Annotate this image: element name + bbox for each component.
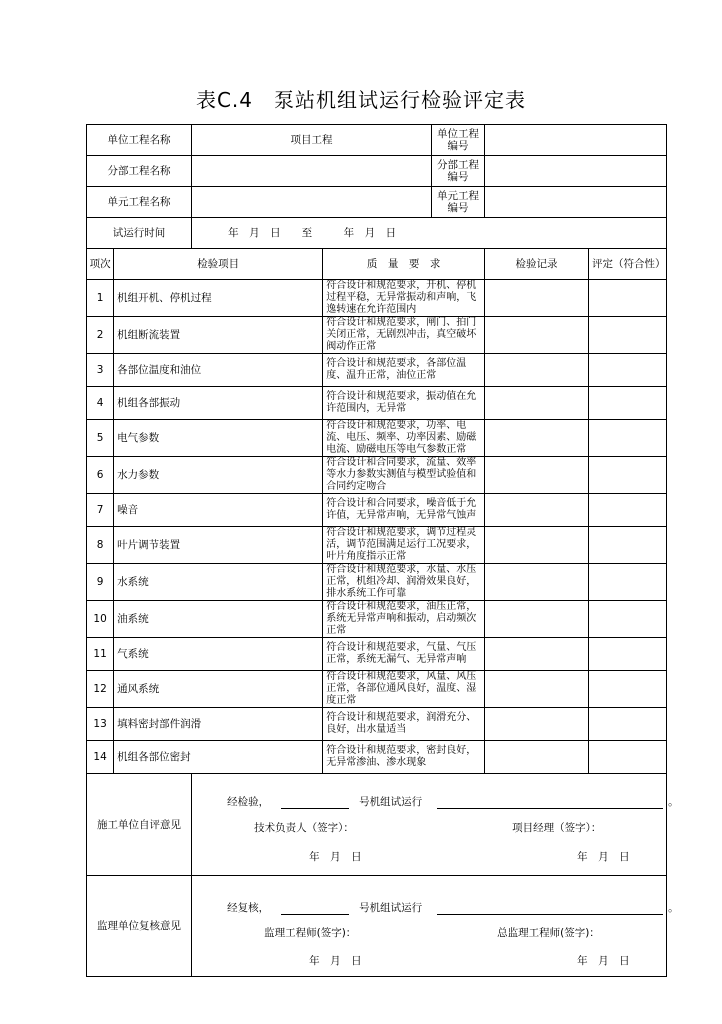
- row-no: 10: [87, 601, 114, 638]
- table-row: [87, 387, 667, 420]
- construction-unit-run-text: 号机组试运行: [359, 796, 423, 808]
- row-item: 电气参数: [114, 420, 323, 457]
- row-no: 5: [87, 420, 114, 457]
- supervision-opinion-content: [192, 876, 679, 977]
- row-requirement: 符合设计和规范要求，各部位温度、温升正常，油位正常: [323, 354, 485, 387]
- page-title: 表C.4 泵站机组试运行检验评定表: [195, 88, 527, 112]
- table-row: [87, 708, 667, 741]
- row-no: 13: [87, 708, 114, 741]
- construction-opinion-content: [192, 774, 679, 876]
- row-rating[interactable]: [588, 564, 666, 601]
- row-record[interactable]: [485, 387, 589, 420]
- table-row: [87, 354, 667, 387]
- sub-project-no-label: 分部工程编号: [431, 156, 484, 187]
- row-no: 6: [87, 457, 114, 494]
- row-rating[interactable]: [588, 354, 666, 387]
- construction-result-blank[interactable]: [437, 808, 663, 809]
- table-row: [87, 420, 667, 457]
- row-item: 叶片调节装置: [114, 527, 323, 564]
- row-item: 水系统: [114, 564, 323, 601]
- row-rating[interactable]: [588, 457, 666, 494]
- row-requirement: 符合设计和规范要求，润滑充分、良好，出水量适当: [323, 708, 485, 741]
- unit-project-row: [87, 125, 667, 156]
- trial-time-value[interactable]: 年 月 日 至 年 月 日: [192, 218, 667, 249]
- row-item: 通风系统: [114, 671, 323, 708]
- row-requirement: 符合设计和规范要求，密封良好，无异常渗油、渗水现象: [323, 741, 485, 774]
- header-no: 项次: [87, 249, 114, 280]
- chief-engineer-signature-label: 总监理工程师(签字)：: [497, 927, 600, 939]
- supervision-unit-run-text: 号机组试运行: [359, 902, 423, 914]
- row-requirement: 符合设计和规范要求，风量、风压正常，各部位通风良好，温度、湿度正常: [323, 671, 485, 708]
- row-rating[interactable]: [588, 420, 666, 457]
- table-row: [87, 741, 667, 774]
- row-record[interactable]: [485, 564, 589, 601]
- header-record: 检验记录: [485, 249, 589, 280]
- unit-project-no-label: 单位工程编号: [431, 125, 484, 156]
- row-requirement: 符合设计和合同要求，噪音低于允许值，无异常声响，无异常气蚀声: [323, 494, 485, 527]
- row-rating[interactable]: [588, 601, 666, 638]
- row-requirement: 符合设计和规范要求，开机、停机过程平稳，无异常振动和声响，飞逸转速在允许范围内: [323, 280, 485, 317]
- sub-project-row: [87, 156, 667, 187]
- construction-checked-text: 经检验，: [227, 796, 270, 808]
- supervision-date-1: 年 月 日: [309, 955, 362, 967]
- row-rating[interactable]: [588, 494, 666, 527]
- row-no: 7: [87, 494, 114, 527]
- row-requirement: 符合设计和合同要求，流量、效率等水力参数实测值与模型试验值和合同约定吻合: [323, 457, 485, 494]
- row-requirement: 符合设计和规范要求，闸门、拍门关闭正常，无剧烈冲击，真空破坏阀动作正常: [323, 317, 485, 354]
- element-project-label: 单元工程名称: [87, 187, 192, 218]
- trial-time-label: 试运行时间: [87, 218, 192, 249]
- row-rating[interactable]: [588, 741, 666, 774]
- row-record[interactable]: [485, 354, 589, 387]
- trial-time-row: [87, 218, 667, 249]
- header-requirement: 质 量 要 求: [323, 249, 485, 280]
- row-no: 4: [87, 387, 114, 420]
- row-record[interactable]: [485, 420, 589, 457]
- row-requirement: 符合设计和规范要求，水量、水压正常，机组冷却、润滑效果良好，排水系统工作可靠: [323, 564, 485, 601]
- header-rating: 评定（符合性）: [588, 249, 666, 280]
- row-item: 机组各部振动: [114, 387, 323, 420]
- row-item: 各部位温度和油位: [114, 354, 323, 387]
- row-requirement: 符合设计和规范要求，调节过程灵活，调节范围满足运行工况要求，叶片角度指示正常: [323, 527, 485, 564]
- row-rating[interactable]: [588, 317, 666, 354]
- header-item: 检验项目: [114, 249, 323, 280]
- row-record[interactable]: [485, 638, 589, 671]
- row-rating[interactable]: [588, 387, 666, 420]
- table-header: [87, 249, 667, 280]
- row-record[interactable]: [485, 741, 589, 774]
- row-rating[interactable]: [588, 280, 666, 317]
- row-item: 机组开机、停机过程: [114, 280, 323, 317]
- row-record[interactable]: [485, 601, 589, 638]
- table-row: [87, 494, 667, 527]
- evaluation-form: [86, 124, 679, 977]
- unit-project-label: 单位工程名称: [87, 125, 192, 156]
- row-requirement: 符合设计和规范要求，振动值在允许范围内，无异常: [323, 387, 485, 420]
- supervision-opinion-row: [87, 876, 667, 977]
- construction-opinion-label: 施工单位自评意见: [87, 774, 192, 876]
- row-item: 噪音: [114, 494, 323, 527]
- element-project-value[interactable]: [192, 187, 432, 218]
- table-row: [87, 280, 667, 317]
- row-no: 3: [87, 354, 114, 387]
- supervision-period: 。: [668, 902, 679, 914]
- supervision-unit-blank[interactable]: [281, 914, 349, 915]
- supervision-result-blank[interactable]: [437, 914, 663, 915]
- sub-project-no-value[interactable]: [485, 156, 667, 187]
- row-no: 12: [87, 671, 114, 708]
- sub-project-label: 分部工程名称: [87, 156, 192, 187]
- row-record[interactable]: [485, 671, 589, 708]
- table-row: [87, 671, 667, 708]
- element-project-no-value[interactable]: [485, 187, 667, 218]
- row-requirement: 符合设计和规范要求，功率、电流、电压、频率、功率因素、励磁电流、励磁电压等电气参数正常: [323, 420, 485, 457]
- row-record[interactable]: [485, 317, 589, 354]
- construction-date-2: 年 月 日: [577, 851, 630, 863]
- construction-date-1: 年 月 日: [309, 851, 362, 863]
- row-item: 气系统: [114, 638, 323, 671]
- row-rating[interactable]: [588, 638, 666, 671]
- row-no: 9: [87, 564, 114, 601]
- row-record[interactable]: [485, 280, 589, 317]
- row-no: 2: [87, 317, 114, 354]
- table-row: [87, 601, 667, 638]
- tech-lead-signature-label: 技术负责人（签字）：: [254, 822, 354, 834]
- row-no: 8: [87, 527, 114, 564]
- engineer-signature-label: 监理工程师(签字)：: [264, 927, 357, 939]
- row-item: 油系统: [114, 601, 323, 638]
- unit-project-no-value[interactable]: [485, 125, 667, 156]
- row-item: 填料密封部件润滑: [114, 708, 323, 741]
- row-item: 机组各部位密封: [114, 741, 323, 774]
- construction-unit-blank[interactable]: [281, 808, 349, 809]
- supervision-opinion-label: 监理单位复核意见: [87, 876, 192, 977]
- supervision-date-2: 年 月 日: [577, 955, 630, 967]
- construction-opinion-row: [87, 774, 667, 876]
- table-row: [87, 638, 667, 671]
- table-row: [87, 527, 667, 564]
- supervision-checked-text: 经复核，: [227, 902, 270, 914]
- row-item: 机组断流装置: [114, 317, 323, 354]
- element-project-no-label: 单元工程编号: [431, 187, 484, 218]
- unit-project-value[interactable]: 项目工程: [192, 125, 432, 156]
- pm-signature-label: 项目经理（签字）：: [512, 822, 602, 834]
- row-rating[interactable]: [588, 708, 666, 741]
- row-rating[interactable]: [588, 527, 666, 564]
- row-record[interactable]: [485, 457, 589, 494]
- construction-period: 。: [668, 796, 679, 808]
- row-no: 11: [87, 638, 114, 671]
- table-row: [87, 457, 667, 494]
- table-row: [87, 564, 667, 601]
- row-no: 14: [87, 741, 114, 774]
- row-requirement: 符合设计和规范要求，气量、气压正常，系统无漏气、无异常声响: [323, 638, 485, 671]
- row-record[interactable]: [485, 494, 589, 527]
- row-requirement: 符合设计和规范要求，油压正常，系统无异常声响和振动，启动频次正常: [323, 601, 485, 638]
- row-record[interactable]: [485, 527, 589, 564]
- element-project-row: [87, 187, 667, 218]
- sub-project-value[interactable]: [192, 156, 432, 187]
- row-item: 水力参数: [114, 457, 323, 494]
- row-rating[interactable]: [588, 671, 666, 708]
- row-no: 1: [87, 280, 114, 317]
- row-record[interactable]: [485, 708, 589, 741]
- table-row: [87, 317, 667, 354]
